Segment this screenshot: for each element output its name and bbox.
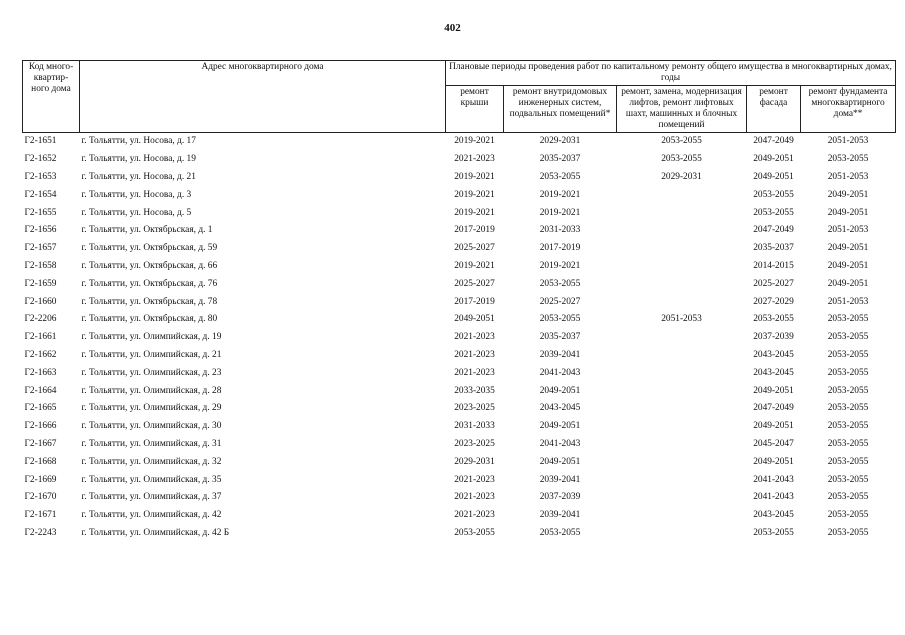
- row-lifts: [617, 186, 747, 204]
- row-facade: 2037-2039: [753, 332, 794, 343]
- row-roof: 2033-2035: [454, 385, 495, 396]
- row-code: Г2-1665: [24, 403, 57, 414]
- row-lifts: [617, 436, 747, 454]
- row-systems: 2049-2051: [539, 421, 581, 432]
- row-code: Г2-1660: [24, 296, 57, 307]
- row-foundation: 2053-2055: [827, 154, 869, 165]
- row-address: г. Тольятти, ул. Носова, д. 21: [81, 171, 196, 182]
- row-facade: 2053-2055: [753, 314, 794, 325]
- row-systems: 2053-2055: [539, 527, 581, 538]
- row-roof: 2021-2023: [454, 332, 495, 343]
- row-foundation: 2053-2055: [827, 332, 869, 343]
- row-address: г. Тольятти, ул. Олимпийская, д. 42: [81, 510, 222, 521]
- row-roof: 2053-2055: [454, 527, 495, 538]
- row-code: Г2-1654: [24, 189, 57, 200]
- row-code: Г2-1671: [24, 510, 57, 521]
- row-lifts: 2053-2055: [661, 154, 702, 165]
- row-systems: 2035-2037: [539, 154, 581, 165]
- row-address: г. Тольятти, ул. Олимпийская, д. 29: [81, 403, 222, 414]
- row-code: Г2-1652: [24, 154, 57, 165]
- row-systems: 2017-2019: [539, 243, 581, 254]
- row-roof: 2031-2033: [454, 421, 495, 432]
- row-address: г. Тольятти, ул. Олимпийская, д. 37: [81, 492, 222, 503]
- row-systems: 2035-2037: [539, 332, 581, 343]
- row-foundation: 2051-2053: [827, 171, 869, 182]
- row-roof: 2019-2021: [454, 189, 495, 200]
- row-roof: 2021-2023: [454, 492, 495, 503]
- row-lifts: [617, 525, 747, 543]
- row-code: Г2-1666: [24, 421, 57, 432]
- row-code: Г2-1653: [24, 171, 57, 182]
- row-facade: 2053-2055: [753, 527, 794, 538]
- table-row: [23, 222, 896, 240]
- row-systems: 2049-2051: [539, 456, 581, 467]
- table-row: [23, 275, 896, 293]
- row-systems: 2019-2021: [539, 207, 581, 218]
- row-systems: 2039-2041: [539, 349, 581, 360]
- row-roof: 2049-2051: [454, 314, 495, 325]
- row-roof: 2021-2023: [454, 367, 495, 378]
- row-roof: 2021-2023: [454, 154, 495, 165]
- row-foundation: 2053-2055: [827, 314, 869, 325]
- row-foundation: 2049-2051: [827, 207, 869, 218]
- row-facade: 2053-2055: [753, 189, 794, 200]
- capital-repair-plan-table: [22, 60, 896, 542]
- header-facade: ремонт фасада: [747, 86, 801, 133]
- header-systems: ремонт внутридомовых инженерных систем, подвальных помещений*: [504, 86, 617, 133]
- row-lifts: [617, 400, 747, 418]
- row-address: г. Тольятти, ул. Носова, д. 19: [81, 154, 196, 165]
- header-address: Адрес многоквартирного дома: [80, 61, 446, 133]
- row-foundation: 2053-2055: [827, 349, 869, 360]
- table-row: [23, 169, 896, 187]
- row-foundation: 2051-2053: [827, 296, 869, 307]
- table-row: [23, 418, 896, 436]
- row-facade: 2043-2045: [753, 349, 794, 360]
- header-roof: ремонт крыши: [446, 86, 504, 133]
- table-row: [23, 525, 896, 543]
- row-facade: 2049-2051: [753, 154, 794, 165]
- row-foundation: 2053-2055: [827, 367, 869, 378]
- table-row: [23, 453, 896, 471]
- row-foundation: 2053-2055: [827, 474, 869, 485]
- row-code: Г2-1667: [24, 438, 57, 449]
- row-code: Г2-1651: [23, 133, 80, 151]
- table-row: [23, 151, 896, 169]
- row-foundation: 2051-2053: [827, 225, 869, 236]
- row-code: Г2-1661: [24, 332, 57, 343]
- row-facade: 2049-2051: [753, 456, 794, 467]
- row-lifts: [617, 347, 747, 365]
- row-roof: 2025-2027: [454, 278, 495, 289]
- row-lifts: [617, 382, 747, 400]
- row-roof: 2019-2021: [446, 133, 504, 151]
- row-foundation: 2053-2055: [827, 421, 869, 432]
- row-code: Г2-2206: [24, 314, 57, 325]
- row-systems: 2019-2021: [539, 260, 581, 271]
- row-roof: 2025-2027: [454, 243, 495, 254]
- row-lifts: [617, 489, 747, 507]
- row-address: г. Тольятти, ул. Октябрьская, д. 1: [81, 225, 213, 236]
- row-roof: 2021-2023: [454, 510, 495, 521]
- row-foundation: 2049-2051: [827, 243, 869, 254]
- row-systems: 2049-2051: [539, 385, 581, 396]
- row-facade: 2047-2049: [753, 403, 794, 414]
- row-code: Г2-1662: [24, 349, 57, 360]
- table-row: [23, 364, 896, 382]
- row-code: Г2-1668: [24, 456, 57, 467]
- row-address: г. Тольятти, ул. Олимпийская, д. 19: [81, 332, 222, 343]
- row-systems: 2039-2041: [539, 510, 581, 521]
- row-lifts: [617, 418, 747, 436]
- row-address: г. Тольятти, ул. Октябрьская, д. 76: [81, 278, 218, 289]
- row-roof: 2029-2031: [454, 456, 495, 467]
- row-foundation: 2053-2055: [827, 385, 869, 396]
- row-facade: 2043-2045: [753, 510, 794, 521]
- row-foundation: 2049-2051: [827, 278, 869, 289]
- row-systems: 2053-2055: [539, 171, 581, 182]
- row-address: г. Тольятти, ул. Олимпийская, д. 32: [81, 456, 222, 467]
- row-systems: 2043-2045: [539, 403, 581, 414]
- row-code: Г2-1656: [24, 225, 57, 236]
- table-header: [23, 61, 896, 133]
- row-foundation: 2053-2055: [827, 527, 869, 538]
- header-foundation: ремонт фундамента многоквартирного дома**: [801, 86, 896, 133]
- row-code: Г2-1657: [24, 243, 57, 254]
- row-address: г. Тольятти, ул. Олимпийская, д. 23: [81, 367, 222, 378]
- row-lifts: [617, 258, 747, 276]
- row-code: Г2-1664: [24, 385, 57, 396]
- table-row: [23, 347, 896, 365]
- table-row: [23, 400, 896, 418]
- row-address: г. Тольятти, ул. Октябрьская, д. 66: [81, 260, 218, 271]
- row-facade: 2035-2037: [753, 243, 794, 254]
- row-address: г. Тольятти, ул. Октябрьская, д. 59: [81, 243, 218, 254]
- row-facade: 2049-2051: [753, 421, 794, 432]
- row-roof: 2019-2021: [454, 171, 495, 182]
- row-code: Г2-1658: [24, 260, 57, 271]
- row-code: Г2-1670: [24, 492, 57, 503]
- row-facade: 2025-2027: [753, 278, 794, 289]
- row-address: г. Тольятти, ул. Олимпийская, д. 35: [81, 474, 222, 485]
- row-systems: 2025-2027: [539, 296, 581, 307]
- row-roof: 2023-2025: [454, 438, 495, 449]
- row-foundation: 2049-2051: [827, 260, 869, 271]
- table-row: [23, 240, 896, 258]
- row-systems: 2039-2041: [539, 474, 581, 485]
- table-row: [23, 133, 896, 151]
- row-address: г. Тольятти, ул. Олимпийская, д. 21: [81, 349, 222, 360]
- row-lifts: [617, 204, 747, 222]
- row-roof: 2019-2021: [454, 207, 495, 218]
- row-lifts: [617, 293, 747, 311]
- row-lifts: [617, 240, 747, 258]
- row-lifts: 2051-2053: [661, 314, 702, 325]
- row-systems: 2031-2033: [539, 225, 581, 236]
- row-address: г. Тольятти, ул. Носова, д. 5: [81, 207, 192, 218]
- table-row: [23, 489, 896, 507]
- row-systems: 2037-2039: [539, 492, 581, 503]
- row-systems: 2053-2055: [539, 278, 581, 289]
- table-row: [23, 293, 896, 311]
- row-roof: 2021-2023: [454, 349, 495, 360]
- header-periods: Плановые периоды проведения работ по капитальному ремонту общего имущества в многоквартирных домах, годы: [446, 61, 896, 86]
- row-facade: 2053-2055: [753, 207, 794, 218]
- row-address: г. Тольятти, ул. Октябрьская, д. 78: [81, 296, 218, 307]
- row-facade: 2045-2047: [753, 438, 794, 449]
- table-row: [23, 471, 896, 489]
- header-code: Код много-квартир-ного дома: [23, 61, 80, 133]
- table-row: [23, 204, 896, 222]
- row-address: г. Тольятти, ул. Олимпийская, д. 31: [81, 438, 222, 449]
- row-lifts: 2053-2055: [617, 133, 747, 151]
- row-facade: 2049-2051: [753, 385, 794, 396]
- row-foundation: 2053-2055: [827, 403, 869, 414]
- row-foundation: 2049-2051: [827, 189, 869, 200]
- row-lifts: [617, 453, 747, 471]
- row-roof: 2021-2023: [454, 474, 495, 485]
- row-code: Г2-1669: [24, 474, 57, 485]
- row-systems: 2019-2021: [539, 189, 581, 200]
- row-foundation: 2053-2055: [827, 438, 869, 449]
- row-foundation: 2053-2055: [827, 492, 869, 503]
- table-row: [23, 186, 896, 204]
- row-lifts: [617, 507, 747, 525]
- row-systems: 2029-2031: [504, 133, 617, 151]
- row-address: г. Тольятти, ул. Октябрьская, д. 80: [81, 314, 218, 325]
- row-roof: 2017-2019: [454, 225, 495, 236]
- row-roof: 2023-2025: [454, 403, 495, 414]
- row-facade: 2041-2043: [753, 474, 794, 485]
- row-systems: 2041-2043: [539, 367, 581, 378]
- row-code: Г2-1663: [24, 367, 57, 378]
- row-address: г. Тольятти, ул. Носова, д. 3: [81, 189, 192, 200]
- table-row: [23, 258, 896, 276]
- table-row: [23, 311, 896, 329]
- row-facade: 2049-2051: [753, 171, 794, 182]
- row-facade: 2027-2029: [753, 296, 794, 307]
- row-foundation: 2051-2053: [801, 133, 896, 151]
- row-roof: 2019-2021: [454, 260, 495, 271]
- row-lifts: [617, 275, 747, 293]
- row-lifts: 2029-2031: [661, 171, 702, 182]
- row-lifts: [617, 364, 747, 382]
- row-systems: 2053-2055: [539, 314, 581, 325]
- row-foundation: 2053-2055: [827, 456, 869, 467]
- row-code: Г2-1655: [24, 207, 57, 218]
- row-lifts: [617, 222, 747, 240]
- row-facade: 2047-2049: [753, 225, 794, 236]
- table-row: [23, 436, 896, 454]
- table-body: [23, 133, 896, 543]
- row-code: Г2-1659: [24, 278, 57, 289]
- row-roof: 2017-2019: [454, 296, 495, 307]
- row-foundation: 2053-2055: [827, 510, 869, 521]
- table-row: [23, 329, 896, 347]
- row-facade: 2014-2015: [753, 260, 794, 271]
- row-facade: 2047-2049: [747, 133, 801, 151]
- row-facade: 2041-2043: [753, 492, 794, 503]
- table-row: [23, 382, 896, 400]
- page-number: 402: [444, 22, 461, 34]
- header-lifts: ремонт, замена, модернизация лифтов, ремонт лифтовых шахт, машинных и блочных помещений: [617, 86, 747, 133]
- row-lifts: [617, 471, 747, 489]
- row-systems: 2041-2043: [539, 438, 581, 449]
- row-code: Г2-2243: [24, 527, 57, 538]
- row-lifts: [617, 329, 747, 347]
- row-address: г. Тольятти, ул. Олимпийская, д. 28: [81, 385, 222, 396]
- table-row: [23, 507, 896, 525]
- row-address: г. Тольятти, ул. Олимпийская, д. 42 Б: [81, 527, 230, 538]
- row-facade: 2043-2045: [753, 367, 794, 378]
- row-address: г. Тольятти, ул. Носова, д. 17: [80, 133, 446, 151]
- row-address: г. Тольятти, ул. Олимпийская, д. 30: [81, 421, 222, 432]
